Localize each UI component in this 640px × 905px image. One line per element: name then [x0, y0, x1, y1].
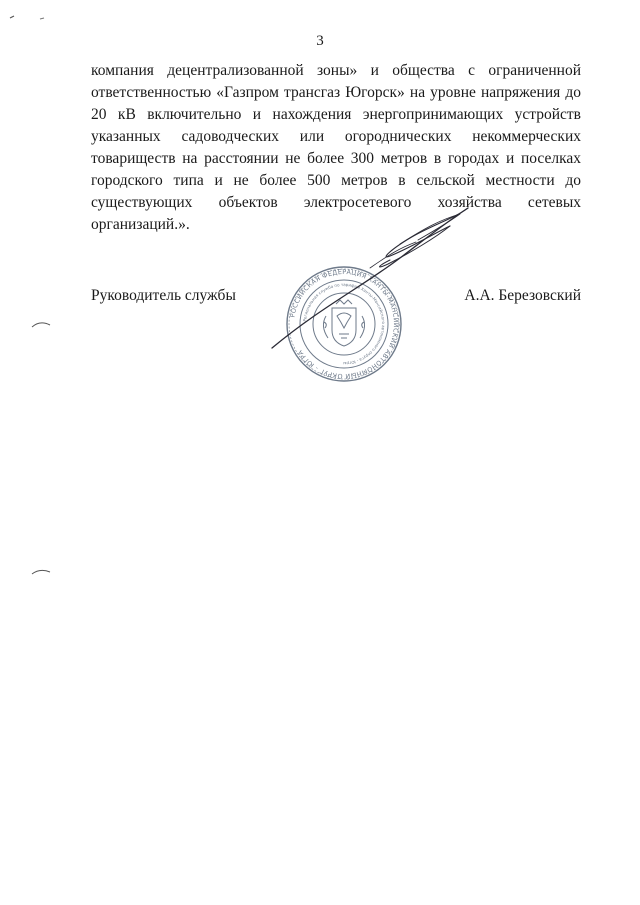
body-line: ответственностью «Газпром трансгаз Югорск» на уровне напряжения до: [91, 84, 581, 101]
signatory-name: А.А. Березовский: [464, 287, 581, 304]
svg-text:Региональная служба по тарифам: Региональная служба по тарифам Ханты-Мансийского автономного округа - Югры: [302, 281, 387, 367]
scan-artifact-top: [8, 10, 48, 22]
punch-mark-upper: [30, 318, 52, 330]
body-line: указанных садоводческих или огороднических некоммерческих: [91, 128, 581, 145]
handwritten-signature: [250, 198, 480, 358]
body-line: организаций.».: [91, 216, 190, 233]
page-number: 3: [316, 33, 324, 49]
body-line: товариществ на расстоянии не более 300 метров в городах и поселках: [91, 150, 581, 167]
body-line: компания децентрализованной зоны» и общества с ограниченной: [91, 62, 581, 79]
body-line: городского типа и не более 500 метров в сельской местности до: [91, 172, 581, 189]
punch-mark-lower: [30, 565, 52, 577]
signatory-role: Руководитель службы: [91, 287, 236, 304]
svg-text:РОССИЙСКАЯ ФЕДЕРАЦИЯ ХАНТЫ-МАН: РОССИЙСКАЯ ФЕДЕРАЦИЯ ХАНТЫ-МАНСИЙСКИЙ АВТОНОМНЫЙ ОКРУГ - ЮГРА: [288, 267, 401, 381]
body-line: 20 кВ включительно и нахождения энергопринимающих устройств: [91, 106, 581, 123]
body-line: существующих объектов электросетевого хозяйства сетевых: [91, 194, 581, 211]
